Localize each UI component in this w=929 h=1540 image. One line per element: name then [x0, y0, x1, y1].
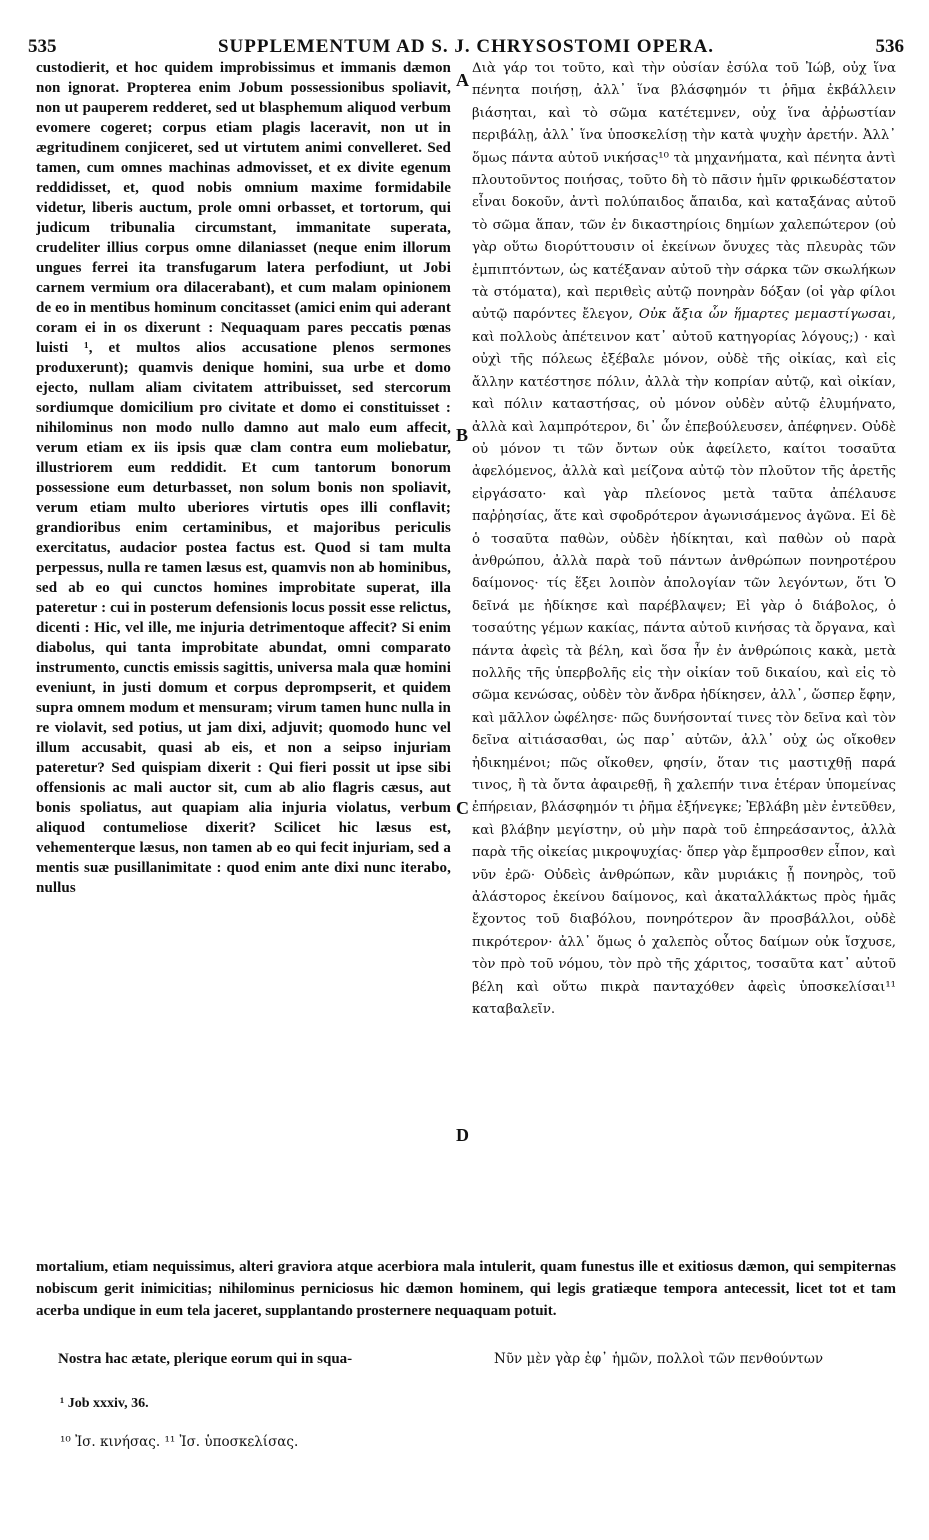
- marker-d: D: [456, 1125, 469, 1145]
- greek-text-part2: , καὶ πολλοὺς ἀπέτεινον κατ᾽ αὐτοῦ κατηγορίας λόγους;) · καὶ οὐχὶ τῆς πόλεως ἐξέβαλε μόνον, οὐδὲ τῆς οἰκίας, καὶ εἰς ἄλλην κατέστησε πόλιν, ἀλλὰ τὴν κοπρίαν αὐτῷ, καὶ οἰκίαν, καὶ πόλιν καταστήσας, οὐ μόνον οὐδὲν αὐτῷ ἐλυμήνατο, ἀλλὰ καὶ λαμπρότερον, δι᾽ ὧν ἐπεβούλευσεν, ἀπέφηνεν. Οὐδὲ οὐ μόνον τι τῶν ὄντων οὐκ ἀφείλετο, καίτοι τοσαῦτα ἀφελόμενος, ἀλλὰ καὶ μείζονα αὐτῷ τὸν πλοῦτον τῆς ἀρετῆς εἰργάσατο· καὶ γὰρ πλείονος μετὰ ταῦτα ἀπέλαυσε παῤῥησίας, ἅτε καὶ σφοδρότερον ἀγωνισάμενος ἀγῶνα. Εἰ δὲ ὁ τοσαῦτα παθὼν, οὐδὲν ἠδίκηται, καὶ παθὼν οὐ παρὰ ἀνθρώπου, ἀλλὰ παρὰ τοῦ πάντων ἀνθρώπων πονηροτέρου δαίμονος· τίς ἕξει λοιπὸν ἀπολογίαν τῶν λεγόντων, ὅτι Ὁ δεῖνά με ἠδίκησε καὶ παρέβλαψεν; Εἰ γὰρ ὁ διάβολος, ὁ τοσαύτης γέμων κακίας, πάντα αὐτοῦ κινήσας τὰ ὄργανα, καὶ πάντα ἀφεὶς τὰ βέλη, καὶ ὅσα ἦν ἐν ἀνθρώποις κακὰ, μετὰ πολλῆς τῆς ὑπερβολῆς εἰς τὴν οἰκίαν τοῦ δικαίου, καὶ εἰς τὸ σῶμα κενώσας, οὐδὲν τὸν ἄνδρα ἠδίκησεν, ἀλλ᾽, ὥσπερ ἔφην, καὶ μᾶλλον ὠφέλησε· πῶς δυνήσονταί τινες τὸν δεῖνα καὶ τὸν δεῖνα αἰτιάσασθαι, ὡς παρ᾽ αὐτῶν, ἀλλ᾽ οὐχ ὡς οἴκοθεν ἠδικημένοι; πῶς οἴκοθεν, φησίν, ὅταν τις μαστιχθῇ παρά τινος, ἢ τὰ ὄντα ἀφαιρεθῇ, ἢ χαλεπήν τινα ἑτέραν ὑπομείνας ἐπήρειαν, βλάσφημόν τι ῥῆμα ἐξήνεγκε; Ἐβλάβη μὲν ἐντεῦθεν, καὶ βλάβην μεγίστην, οὐ μὴν παρὰ τοῦ ἐπηρεάσαντος, ἀλλὰ παρὰ τῆς οἰκείας μικροψυχίας· ὅπερ γὰρ ἔμπροσθεν εἶπον, καὶ νῦν ἐρῶ· Οὐδεὶς ἀνθρώπων, κἂν μυριάκις ᾖ πονηρὸς, τοῦ ἀλάστορος ἐκείνου δαίμονος, καὶ ἀκαταλλάκτως πρὸς ἡμᾶς ἔχοντος τοῦ διαβόλου, πονηρότερον ἂν προσβάλλοι, οὐδὲ πικρότερον· ἀλλ᾽ ὅμως ὁ χαλεπὸς οὗτος δαίμων οὐκ ἴσχυσε, τὸν πρὸ τοῦ νόμου, τὸν πρὸ τῆς χάριτος, τοσαῦτα κατ᾽ αὐτοῦ βέλη καὶ οὕτω πικρὰ πανταχόθεν ἀφεὶς ὑποσκελίσαι¹¹ καταβαλεῖν.: [472, 307, 896, 1018]
- marker-c: C: [456, 798, 469, 818]
- latin-new-paragraph: Nostra hac ætate, plerique eorum qui in squa-: [58, 1351, 353, 1367]
- marker-b: B: [456, 425, 469, 445]
- latin-text: custodierit, et hoc quidem improbissimus et immanis dæmon non ignorat. Propterea enim Jobum possessionibus spoliavit, non ut pauperem redderet, sed ut blasphemum aliquod verbum evomere cogeret; corpus etiam plagis laceravit, non ut in ægritudinem conjiceret, sed ut virtutem animi convelleret. Sed tamen, cum omnes machinas admovisset, et ex divite egenum reddidisset, et, quod nobis omnium maxime formidabile videtur, liberis auctum, prole omni orbasset, et tortorum, qui judicum tribunalia circumstant, immanitate superata, crudeliter illius corpus omne dilaniasset (neque enim illorum ungues ferrei ita transfugarum latera perfodiunt, ut Jobi carnem vermium ora dilacerabant), et cum malam opinionem de eo in mentibus hominum concitasset (amici enim qui aderant coram ei in os dixerunt : Nequaquam pares peccatis pœnas luisti ¹, et multos alios accusatione plenos sermones produxerunt); quamvis denique homini, sua urbe et domo ejecto, nullam aliam civitatem attribuisset, sed stercorum sordiumque domicilium pro civitate et domo ei constituisset : nihilominus non modo nullo damno aut malo eum affecit, verum etiam ex iis ipsis quæ clam contra eum moliebatur, illustriorem eum reddidit. Et cum tantorum bonorum possessione eum deturbasset, non solum bonis non spoliavit, verum etiam multo uberiores virtutis opes illi conflavit; grandioribus enim certaminibus, et majoribus periculis exercitatus, audacior postea factus est. Quod si tam multa perpessus, nulla re tamen læsus est, quamvis non ab hominibus, sed ab eo qui cunctos homines improbitate superat, illa pateretur : cui in posterum defensionis locus possit esse relictus, dicenti : Hic, vel ille, me injuria detrimentoque affecit? Si enim diabolus, qui tanta improbitate abundat, omni comparato instrumento, cunctis emissis sagittis, universa mala quæ homini eveniunt, in justi domum et corpus deprompserit, et quidem supra omnem modum et mensuram; virum tamen hunc nulla in re violavit, sed potius, ut jam dixi, adjuvit; quomodo hunc vel illum accusabit, quasi ab eis, et non a seipso injuriam pateretur? Sed quispiam dixerit : Qui fieri possit ut ipse sibi offensionis ac mali auctor sit, cum ab alio flagris cæsus, aut bonis spoliatus, aut quapiam alia injuria violatus, verbum aliquod contumeliose dixerit? Scilicet hic læsus est, vehementerque læsus, non tamen ab eo qui fecit injuriam, sed a mentis suæ pusillanimitate : quod enim ante dixi nunc iterabo, nullus: [36, 60, 451, 896]
- full-width-text: mortalium, etiam nequissimus, alteri graviora atque acerbiora mala intulerit, quam funestus ille et exitiosus dæmon, qui sempiternas nobiscum gerit inimicitias; nihilominus perniciosus hic dæmon hominem, qui legis gratiæque tempora antecessit, licet tot et tam acerba undique in eum tela jaceret, supplantando prosternere nequaquam potuit.: [36, 1259, 896, 1319]
- page-number-right: 536: [875, 36, 904, 57]
- latin-column: [36, 58, 451, 1236]
- greek-text-part1: Διὰ γάρ τοι τοῦτο, καὶ τὴν οὐσίαν ἐσύλα τοῦ Ἰώβ, οὐχ ἵνα πένητα ποιήσῃ, ἀλλ᾽ ἵνα βλάσφημόν τι ῥῆμα ἐκβάλλειν βιάσηται, καὶ τὸ σῶμα κατέτεμνεν, οὐχ ἵνα ἀῤῥωστίαν περιβάλῃ, ἀλλ᾽ ἵνα ὑποσκελίσῃ τὴν κατὰ ψυχὴν ἀρετήν. Ἀλλ᾽ ὅμως πάντα αὐτοῦ νικήσας¹⁰ τὰ μηχανήματα, καὶ πένητα ἀντὶ πλουτοῦντος ποιήσας, τοῦτο δὴ τὸ πᾶσιν ἡμῖν φρικωδέστατον εἶναι δοκοῦν, ἀντὶ πολύπαιδος ἄπαιδα, καὶ καταξάνας αὐτοῦ τὸ σῶμα ἅπαν, τῶν ἐν δικαστηρίοις δημίων χαλεπώτερον (οὐ γὰρ οὕτω διορύττουσιν οἱ ἐκείνων ὄνυχες τὰς πλευρὰς τῶν ἐμπιπτόντων, ὡς κατέξαναν αὐτοῦ τὴν σάρκα τῶν σκωλήκων τὰ στόματα), καὶ περιθεὶς αὐτῷ πονηρὰν δόξαν (οἱ γὰρ φίλοι αὐτῷ παρόντες ἔλεγον,: [472, 61, 896, 323]
- running-title: SUPPLEMENTUM AD S. J. CHRYSOSTOMI OPERA.: [217, 36, 715, 57]
- greek-scripture-quote: Οὐκ ἄξια ὧν ἥμαρτες μεμαστίγωσαι: [638, 307, 892, 323]
- greek-column: [472, 58, 896, 1256]
- marker-a: A: [456, 70, 469, 90]
- footnote-greek: ¹⁰ Ἰσ. κινήσας. ¹¹ Ἰσ. ὑποσκελίσας.: [60, 1434, 299, 1450]
- full-width-paragraph: [36, 1256, 896, 1322]
- greek-new-paragraph: Νῦν μὲν γὰρ ἐφ᾽ ἡμῶν, πολλοὶ τῶν πενθούντων: [494, 1351, 824, 1367]
- page-number-left: 535: [28, 36, 57, 57]
- greek-text: [472, 58, 896, 1021]
- page-header: [28, 10, 904, 57]
- footnote-latin: ¹ Job xxxiv, 36.: [60, 1396, 149, 1411]
